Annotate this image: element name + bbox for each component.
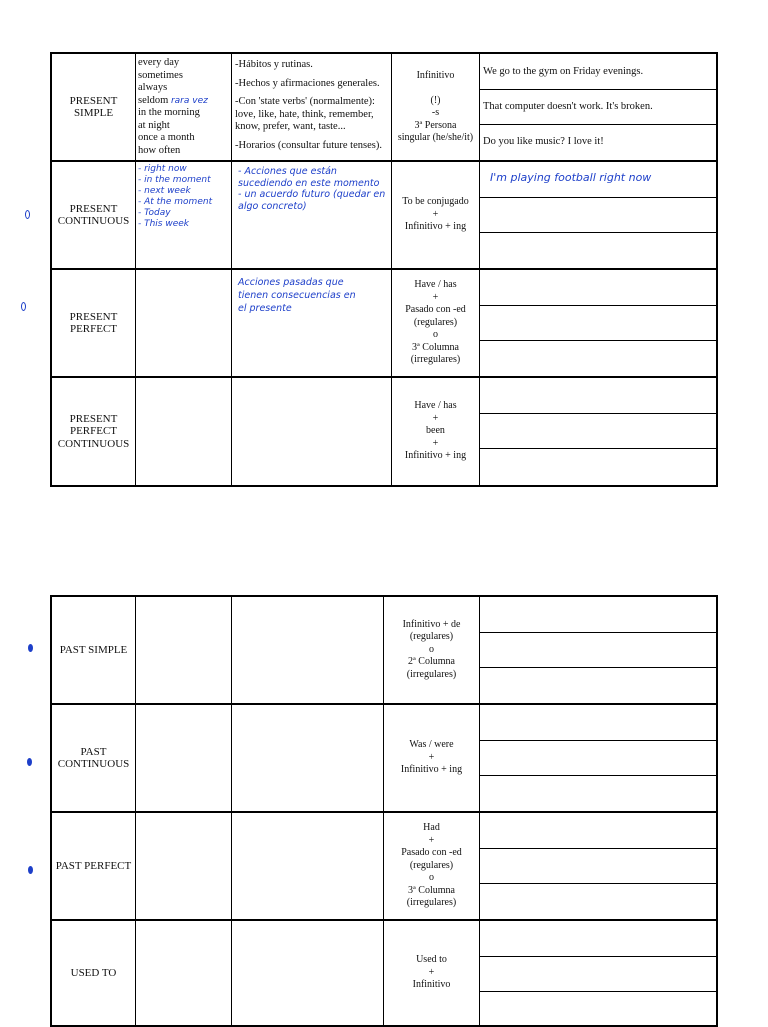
time-markers-cell	[136, 54, 232, 160]
example-divider	[480, 740, 716, 741]
tense-cell	[52, 813, 136, 919]
form-cell	[384, 597, 480, 703]
example-divider	[480, 124, 716, 125]
marker: at night	[138, 119, 170, 131]
form-text: To be conjugado + Infinitivo + ing	[402, 196, 469, 233]
past-tenses-table	[50, 595, 718, 1027]
tense-cell	[52, 921, 136, 1025]
uses-cell	[232, 705, 384, 811]
example-divider	[480, 775, 716, 776]
examples-cell	[480, 813, 716, 919]
table-row	[52, 162, 716, 270]
marker: seldom	[138, 94, 169, 106]
examples-cell	[480, 162, 716, 268]
examples-cell	[480, 921, 716, 1025]
use-item: -Hábitos y rutinas.	[235, 59, 313, 70]
marker: once a month	[138, 132, 195, 143]
form-cell	[384, 921, 480, 1025]
use-item: algo concreto)	[238, 200, 307, 212]
form-text: Had + Pasado con -ed (regulares) o 3ª Columna (irregulares)	[401, 822, 462, 909]
uses-cell	[232, 597, 384, 703]
example-divider	[480, 197, 716, 198]
examples-cell	[480, 597, 716, 703]
example-divider	[480, 883, 716, 884]
example-divider	[480, 89, 716, 90]
tense-cell	[52, 54, 136, 160]
marker: - right now	[138, 164, 187, 174]
marker: - in the moment	[138, 175, 211, 185]
example-divider	[480, 848, 716, 849]
time-markers-cell	[136, 921, 232, 1025]
table-row	[52, 378, 716, 485]
form-text: Infinitivo + de (regulares) o 2ª Columna (irregulares)	[402, 618, 461, 680]
marker: in the morning	[138, 107, 200, 118]
marker: always	[138, 82, 168, 93]
uses-cell	[232, 162, 392, 268]
example-sentence: That computer doesn't work. It's broken.	[483, 101, 653, 112]
example-divider	[480, 956, 716, 957]
time-markers-cell	[136, 813, 232, 919]
form-text: Have / has + been + Infinitivo + ing	[404, 400, 467, 462]
tense-cell	[52, 270, 136, 376]
tense-name: PAST CONTINUOUS	[57, 745, 130, 770]
table-row	[52, 705, 716, 813]
form-text: Was / were + Infinitivo + ing	[400, 739, 463, 776]
use-item: tienen consecuencias en	[238, 290, 356, 301]
tense-name: USED TO	[70, 966, 117, 979]
example-divider	[480, 991, 716, 992]
uses-cell	[232, 813, 384, 919]
form-cell	[392, 162, 480, 268]
margin-mark	[21, 302, 26, 311]
margin-mark	[27, 758, 32, 766]
example-sentence: We go to the gym on Friday evenings.	[483, 66, 644, 77]
tense-name: PRESENT PERFECT CONTINUOUS	[57, 412, 130, 450]
marker: - This week	[138, 219, 190, 229]
time-markers-cell	[136, 378, 232, 485]
use-item: -Horarios (consultar future tenses).	[235, 139, 382, 151]
marker: - Today	[138, 208, 171, 218]
margin-mark	[28, 866, 33, 874]
use-item: sucediendo en este momento	[238, 177, 380, 189]
table-row	[52, 597, 716, 705]
marker: how often	[138, 144, 181, 156]
tense-name: PRESENT PERFECT	[69, 310, 118, 335]
form-cell	[384, 705, 480, 811]
example-sentence: I'm playing football right now	[490, 171, 652, 184]
examples-cell	[480, 378, 716, 485]
tense-cell	[52, 705, 136, 811]
example-divider	[480, 232, 716, 233]
time-markers-cell	[136, 705, 232, 811]
example-divider	[480, 340, 716, 341]
time-markers-cell	[136, 597, 232, 703]
tense-name: PAST SIMPLE	[59, 643, 128, 656]
marker: sometimes	[138, 69, 183, 81]
table-row	[52, 813, 716, 921]
table-row	[52, 270, 716, 378]
tense-cell	[52, 162, 136, 268]
handwritten-note: rara vez	[170, 95, 208, 106]
use-item: -Hechos y afirmaciones generales.	[235, 77, 380, 89]
table-row	[52, 921, 716, 1025]
form-cell	[384, 813, 480, 919]
example-divider	[480, 632, 716, 633]
present-tenses-table	[50, 52, 718, 487]
examples-cell	[480, 705, 716, 811]
examples-cell	[480, 270, 716, 376]
form-text: Infinitivo (!) -s 3ª Persona singular (he/she/it)	[397, 69, 474, 143]
tense-name: PAST PERFECT	[55, 859, 132, 872]
marker: - next week	[138, 186, 191, 196]
form-cell	[392, 378, 480, 485]
form-cell	[392, 270, 480, 376]
time-markers-cell	[136, 162, 232, 268]
uses-cell	[232, 270, 392, 376]
marker: - At the moment	[138, 197, 213, 207]
margin-mark	[28, 644, 33, 652]
tense-cell	[52, 597, 136, 703]
tense-name: PRESENT CONTINUOUS	[57, 202, 130, 227]
form-text: Have / has + Pasado con -ed (regulares) o 3ª Columna (irregulares)	[405, 279, 466, 366]
use-item: Acciones pasadas que	[238, 277, 344, 288]
example-divider	[480, 667, 716, 668]
use-item: - un acuerdo futuro (quedar en	[238, 189, 386, 200]
examples-cell	[480, 54, 716, 160]
use-item: el presente	[238, 303, 292, 314]
marker: every day	[138, 57, 180, 68]
uses-cell	[232, 378, 392, 485]
form-cell	[392, 54, 480, 160]
margin-mark	[25, 210, 30, 219]
uses-cell	[232, 921, 384, 1025]
time-markers-cell	[136, 270, 232, 376]
example-divider	[480, 448, 716, 449]
tense-cell	[52, 378, 136, 485]
uses-cell	[232, 54, 392, 160]
table-row	[52, 54, 716, 162]
example-divider	[480, 413, 716, 414]
tense-name: PRESENT SIMPLE	[69, 94, 118, 119]
form-text: Used to + Infinitivo	[412, 954, 451, 991]
example-divider	[480, 305, 716, 306]
use-item: -Con 'state verbs' (normalmente): love, like, hate, think, remember, know, prefer, want, taste...	[235, 96, 375, 132]
use-item: - Acciones que están	[238, 166, 337, 177]
example-sentence: Do you like music? I love it!	[483, 136, 604, 147]
